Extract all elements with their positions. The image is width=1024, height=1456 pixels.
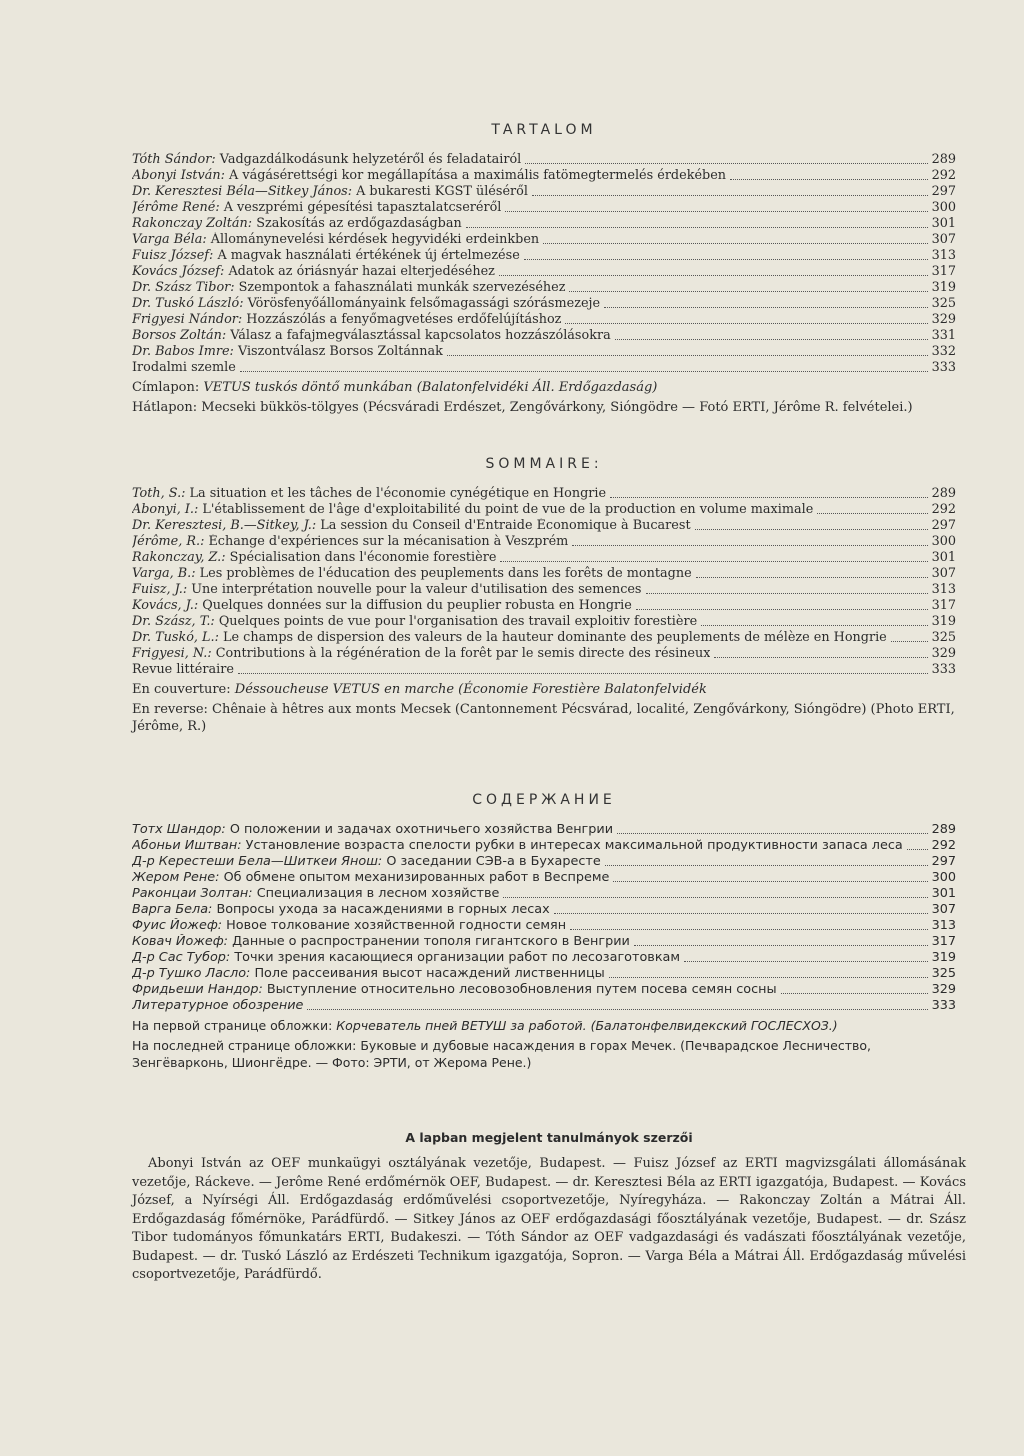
entry-title: Quelques points de vue pour l'organisation des travail exploitiv forestière [218,614,698,629]
dot-leader [238,673,928,674]
entry-author: Varga Béla: [132,232,207,247]
dot-leader [554,913,928,914]
entry-author: Jérôme René: [132,200,220,215]
entry-author: Rakonczay, Z.: [132,550,226,565]
cover-back-text: Chênaie à hêtres aux monts Mecsek (Cantonnement Pécsvárad, localité, Zengővárkony, Sióngödre) (Photo ERTI, Jérôme, R.) [132,702,955,734]
entry-author: Фридьеши Нандор: [132,982,263,997]
dot-leader [570,929,927,930]
entry-author: Toth, S.: [132,486,186,501]
entry-author: Д-р Керестеши Бела—Шиткеи Янош: [132,854,383,869]
entry-title: О положении и задачах охотничьего хозяйства Венгрии [229,822,614,837]
entry-page: 317 [931,934,956,949]
toc-entry [132,312,956,328]
entry-title: Adatok az óriásnyár hazai elterjedéséhez [228,264,495,279]
entry-author: Kovács, J.: [132,598,199,613]
toc-entry [132,614,956,630]
entry-title: Вопросы ухода за насаждениями в горных лесах [216,902,550,917]
dot-leader [569,291,927,292]
cover-front-note [132,1017,956,1034]
entry-title: Contributions à la régénération de la forêt par le semis directe des résineux [215,646,711,661]
entry-title: Quelques données sur la diffusion du peuplier robusta en Hongrie [202,598,632,613]
dot-leader [307,1009,927,1010]
entry-title: Le champs de dispersion des valeurs de la hauteur dominante des peuplements de mélèze en Hongrie [223,630,887,645]
toc-entry [132,598,956,614]
toc-entry [132,152,956,168]
dot-leader [695,529,928,530]
dot-leader [817,513,927,514]
entry-title: A bukaresti KGST üléséről [356,184,528,199]
dot-leader [532,195,928,196]
entry-title: Échange d'expériences sur la mécanisation à Veszprém [208,534,569,549]
tartalom-list [132,152,956,376]
entry-title: Установление возраста спелости рубки в интересах максимальной продуктивности запаса леса [245,838,903,853]
toc-entry [132,902,956,918]
dot-leader [636,609,928,610]
entry-page: 301 [931,886,956,901]
dot-leader [609,977,928,978]
entry-author: Жером Рене: [132,870,220,885]
cover-back-text: Буковые и дубовые насаждения в горах Мечек. (Печварадское Лесничество, Зенгёварконь, Шионгёдре. — Фото: ЭРТИ, от Жерома Рене.) [132,1038,871,1070]
toc-entry [132,550,956,566]
dot-leader [240,371,928,372]
entry-author: Варга Бела: [132,902,213,917]
toc-entry [132,360,956,376]
toc-entry [132,886,956,902]
entry-title: Hozzászólás a fenyőmagvetéses erdőfelújításhoz [246,312,562,327]
dot-leader [684,961,928,962]
entry-title: Специализация в лесном хозяйстве [256,886,500,901]
entry-page: 329 [931,312,956,327]
sommaire-section [132,456,956,735]
dot-leader [696,577,928,578]
entry-title: Állománynevelési kérdések hegyvidéki erdeinkben [210,232,540,247]
entry-title: Szakosítás az erdőgazdaságban [256,216,462,231]
entry-author: Varga, B.: [132,566,196,581]
entry-page: 301 [931,216,956,231]
entry-page: 331 [931,328,956,343]
entry-title: Литературное обозрение [132,998,304,1013]
toc-entry [132,566,956,582]
entry-author: Д-р Сас Тубор: [132,950,231,965]
sommaire-heading: SOMMAIRE: [485,456,603,472]
entry-page: 301 [931,550,956,565]
entry-page: 317 [931,264,956,279]
toc-entry [132,646,956,662]
entry-title: A magvak használati értékének új értelmezése [217,248,520,263]
toc-entry [132,630,956,646]
dot-leader [646,593,928,594]
dot-leader [524,259,928,260]
dot-leader [447,355,928,356]
dot-leader [543,243,927,244]
entry-author: Д-р Тушко Ласло: [132,966,251,981]
entry-page: 292 [931,168,956,183]
dot-leader [615,339,928,340]
soderzhanie-list [132,822,956,1014]
entry-page: 300 [931,870,956,885]
soderzhanie-heading: СОДЕРЖАНИЕ [472,792,616,808]
dot-leader [634,945,928,946]
tartalom-heading: TARTALOM [491,122,597,138]
entry-author: Dr. Tuskó László: [132,296,244,311]
cover-back-label: На последней странице обложки: [132,1038,357,1053]
cover-front-label: На первой странице обложки: [132,1018,333,1033]
entry-title: Válasz a fafajmegválasztással kapcsolatos hozzászólásokra [230,328,611,343]
tartalom-section [132,122,956,416]
entry-title: Revue littéraire [132,662,234,677]
dot-leader [891,641,928,642]
entry-author: Абоньи Иштван: [132,838,242,853]
dot-leader [613,881,927,882]
dot-leader [500,561,927,562]
entry-title: Szempontok a fahasználati munkák szervezéséhez [238,280,566,295]
entry-title: Vörösfenyőállományaink felsőmagassági szórásmezeje [247,296,601,311]
entry-page: 297 [931,854,956,869]
dot-leader [499,275,928,276]
entry-title: Vadgazdálkodásunk helyzetéről és feladatairól [219,152,522,167]
entry-title: A veszprémi gépesítési tapasztalatcseréről [223,200,502,215]
entry-author: Fuisz, J.: [132,582,188,597]
sommaire-list [132,486,956,678]
entry-page: 333 [931,998,956,1013]
entry-page: 317 [931,598,956,613]
toc-entry [132,264,956,280]
entry-page: 307 [931,902,956,917]
toc-entry [132,662,956,678]
toc-entry [132,328,956,344]
entry-title: О заседании СЭВ-а в Бухаресте [386,854,601,869]
cover-front-text: VETUS tuskós döntő munkában (Balatonfelvidéki Áll. Erdőgazdaság) [203,380,658,395]
toc-entry [132,870,956,886]
entry-author: Fuisz József: [132,248,214,263]
entry-page: 313 [931,248,956,263]
cover-back-label: Hátlapon: [132,400,198,415]
dot-leader [781,993,928,994]
entry-title: Les problèmes de l'éducation des peuplements dans les forêts de montagne [199,566,692,581]
entry-title: Новое толкование хозяйственной годности семян [226,918,567,933]
entry-title: Irodalmi szemle [132,360,236,375]
entry-page: 332 [931,344,956,359]
dot-leader [525,163,927,164]
dot-leader [730,179,928,180]
dot-leader [604,307,928,308]
entry-author: Dr. Keresztesi Béla—Sitkey János: [132,184,353,199]
entry-author: Jérôme, R.: [132,534,205,549]
entry-page: 300 [931,200,956,215]
entry-author: Abonyi, I.: [132,502,199,517]
cover-back-note [132,701,956,735]
entry-page: 325 [931,630,956,645]
authors-body: Abonyi István az OEF munkaügyi osztályának vezetője, Budapest. — Fuisz József az ERTI magvizsgálati állomásának vezetője, Ráckeve. — Jerôme René erdőmérnök OEF, Budapest. — dr. Keresztesi Béla az ERTI igazgatója, Budapest. — Kovács József, a Nyírségi Áll. Erdőgazdaság erdőművelési csoportvezetője, Nyíregyháza. — Rakonczay Zoltán a Mátrai Áll. Erdőgazdaság főmérnöke, Parádfürdő. — Sitkey János az OEF erdőgazdasági főosztályának vezetője, Budapest. — dr. Szász Tibor tudományos főmunkatárs ERTI, Budakeszi. — Tóth Sándor az OEF vadgazdasági és vadászati főosztályának vezetője, Budapest. — dr. Tuskó László az Erdészeti Technikum igazgatója, Sopron. — Varga Béla a Mátrai Áll. Erdőgazdaság művelési csoportvezetője, Parádfürdő. [132,1156,966,1282]
entry-page: 325 [931,966,956,981]
cover-front-label: Címlapon: [132,380,200,395]
toc-entry [132,518,956,534]
entry-page: 325 [931,296,956,311]
entry-author: Dr. Keresztesi, B.—Sitkey, J.: [132,518,317,533]
cover-back-note [132,1037,956,1071]
entry-author: Frigyesi, N.: [132,646,212,661]
toc-entry [132,966,956,982]
entry-author: Ковач Йожеф: [132,934,228,949]
cover-front-label: En couverture: [132,682,231,697]
entry-page: 289 [931,486,956,501]
entry-title: A vágásérettségi kor megállapítása a maximális fatömegtermelés érdekében [229,168,727,183]
toc-entry [132,184,956,200]
dot-leader [617,833,928,834]
dot-leader [503,897,927,898]
cover-front-note [132,681,956,698]
entry-page: 297 [931,518,956,533]
entry-title: La situation et les tâches de l'économie cynégétique en Hongrie [189,486,607,501]
entry-title: Об обмене опытом механизированных работ в Веспреме [223,870,610,885]
entry-page: 333 [931,662,956,677]
entry-page: 297 [931,184,956,199]
toc-entry [132,822,956,838]
soderzhanie-section [132,792,956,1071]
toc-entry [132,854,956,870]
toc-entry [132,248,956,264]
dot-leader [572,545,927,546]
authors-section [132,1130,966,1285]
entry-page: 313 [931,582,956,597]
dot-leader [605,865,928,866]
cover-front-note [132,379,956,396]
toc-entry [132,838,956,854]
cover-back-note [132,399,956,416]
toc-entry [132,232,956,248]
dot-leader [907,849,928,850]
entry-author: Dr. Szász, T.: [132,614,215,629]
entry-page: 300 [931,534,956,549]
toc-entry [132,296,956,312]
cover-front-text: Déssoucheuse VETUS en marche (Économie Forestière Balatonfelvidék [234,682,707,697]
entry-author: Dr. Tuskó, L.: [132,630,219,645]
entry-author: Тотх Шандор: [132,822,226,837]
entry-page: 292 [931,838,956,853]
cover-front-text: Корчеватель пней ВЕТУШ за работой. (Балатонфелвидекский ГОСЛЕСХОЗ.) [336,1018,838,1033]
toc-entry [132,168,956,184]
entry-page: 292 [931,502,956,517]
toc-entry [132,950,956,966]
entry-page: 289 [931,822,956,837]
entry-author: Tóth Sándor: [132,152,216,167]
entry-page: 289 [931,152,956,167]
entry-page: 307 [931,566,956,581]
toc-entry [132,998,956,1014]
toc-entry [132,502,956,518]
entry-page: 333 [931,360,956,375]
entry-author: Abonyi István: [132,168,225,183]
toc-entry [132,982,956,998]
dot-leader [505,211,927,212]
dot-leader [565,323,927,324]
entry-page: 319 [931,614,956,629]
entry-title: Spécialisation dans l'économie forestière [229,550,497,565]
toc-entry [132,534,956,550]
toc-entry [132,486,956,502]
entry-author: Frigyesi Nándor: [132,312,243,327]
entry-author: Dr. Szász Tibor: [132,280,235,295]
entry-title: Выступление относительно лесовозобновления путем посева семян сосны [266,982,777,997]
toc-entry [132,216,956,232]
toc-entry [132,918,956,934]
entry-author: Kovács József: [132,264,225,279]
entry-title: L'établissement de l'âge d'exploitabilité du point de vue de la production en volume maximale [202,502,814,517]
entry-author: Dr. Babos Imre: [132,344,234,359]
dot-leader [466,227,928,228]
entry-title: La session du Conseil d'Entraide Économique à Bucarest [320,518,691,533]
entry-title: Une interprétation nouvelle pour la valeur d'utilisation des semences [191,582,642,597]
toc-entry [132,582,956,598]
entry-title: Данные о распространении тополя гигантского в Венгрии [232,934,630,949]
entry-page: 319 [931,950,956,965]
entry-page: 329 [931,646,956,661]
entry-author: Раконцаи Золтан: [132,886,253,901]
entry-title: Точки зрения касающиеся организации работ по лесозаготовкам [234,950,681,965]
dot-leader [714,657,927,658]
entry-page: 319 [931,280,956,295]
entry-author: Фуис Йожеф: [132,918,223,933]
dot-leader [610,497,927,498]
toc-entry [132,280,956,296]
entry-title: Поле рассеивания высот насаждений лиственницы [254,966,605,981]
entry-title: Viszontválasz Borsos Zoltánnak [237,344,443,359]
entry-author: Rakonczay Zoltán: [132,216,253,231]
entry-page: 329 [931,982,956,997]
cover-back-label: En reverse: [132,702,208,717]
entry-author: Borsos Zoltán: [132,328,227,343]
toc-entry [132,934,956,950]
cover-back-text: Mecseki bükkös-tölgyes (Pécsváradi Erdészet, Zengővárkony, Sióngödre — Fotó ERTI, Jérôme R. felvételei.) [201,400,913,415]
dot-leader [701,625,927,626]
toc-entry [132,200,956,216]
toc-entry [132,344,956,360]
entry-page: 313 [931,918,956,933]
authors-title: A lapban megjelent tanulmányok szerzői [405,1130,693,1145]
entry-page: 307 [931,232,956,247]
